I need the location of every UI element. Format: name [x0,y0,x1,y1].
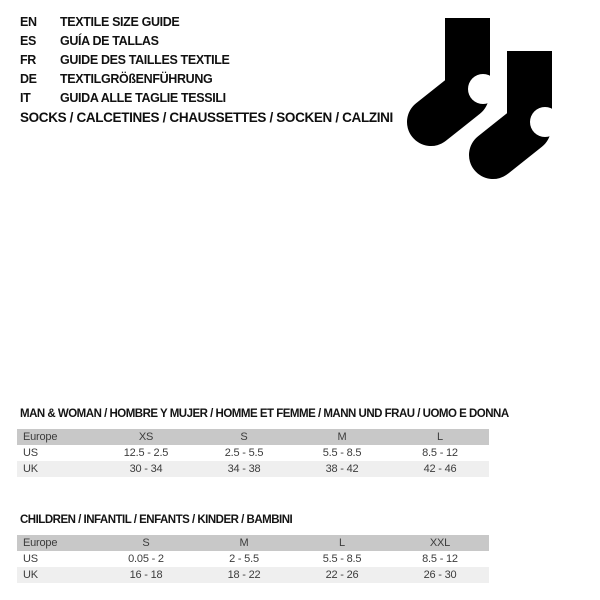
column-header: XXL [429,537,451,549]
column-header: M [239,537,249,549]
size-table-man-woman [17,408,509,477]
table-cell: UK [23,463,38,475]
size-table-children [17,514,483,583]
table-cell: 0.05 - 2 [128,553,164,565]
size-table [17,429,489,477]
language-row-en [20,13,230,32]
table-title: MAN & WOMAN / HOMBRE Y MUJER / HOMME ET FEMME / MANN UND FRAU / UOMO E DONNA [20,408,509,420]
language-code: EN [20,15,37,29]
language-label: GUÍA DE TALLAS [60,34,159,48]
sock-front-shape [493,51,560,155]
language-code: ES [20,34,36,48]
language-label: TEXTILE SIZE GUIDE [60,15,180,29]
table-cell: 5.5 - 8.5 [322,447,362,459]
size-table [17,535,489,583]
table-cell: 2 - 5.5 [229,553,259,565]
table-cell: 22 - 26 [325,569,359,581]
column-header: S [142,537,150,549]
table-header-row [17,429,489,445]
column-header: Europe [23,431,58,443]
table-cell: US [23,447,38,459]
table-cell: 38 - 42 [325,463,359,475]
table-cell: 8.5 - 12 [422,553,458,565]
table-cell: 16 - 18 [129,569,163,581]
sock-back-shape [431,18,498,122]
language-row-es [20,32,230,51]
column-header: L [339,537,345,549]
table-cell: 26 - 30 [423,569,457,581]
language-row-it [20,89,230,108]
table-cell: 30 - 34 [129,463,163,475]
table-cell: 42 - 46 [423,463,457,475]
table-cell: 12.5 - 2.5 [123,447,169,459]
table-cell: US [23,553,38,565]
table-cell: 34 - 38 [227,463,261,475]
table-header-row [17,535,489,551]
language-row-fr [20,51,230,70]
language-row-de [20,70,230,89]
category-title: SOCKS / CALCETINES / CHAUSSETTES / SOCKEN / CALZINI [20,110,393,125]
table-row-us [17,551,489,567]
language-code: DE [20,72,37,86]
socks-icon [400,10,570,185]
table-row-uk [17,461,489,477]
language-label: TEXTILGRÖßENFÜHRUNG [60,72,213,86]
column-header: XS [138,431,154,443]
table-cell: 5.5 - 8.5 [322,553,362,565]
table-cell: 2.5 - 5.5 [224,447,264,459]
language-code: FR [20,53,36,67]
table-cell: UK [23,569,38,581]
table-row-uk [17,567,489,583]
language-label: GUIDE DES TAILLES TEXTILE [60,53,230,67]
column-header: S [240,431,248,443]
table-title: CHILDREN / INFANTIL / ENFANTS / KINDER / BAMBINI [20,514,293,526]
column-header: L [437,431,443,443]
language-list [20,13,230,108]
language-label: GUIDA ALLE TAGLIE TESSILI [60,91,226,105]
language-code: IT [20,91,31,105]
column-header: M [337,431,347,443]
table-row-us [17,445,489,461]
table-cell: 18 - 22 [227,569,261,581]
column-header: Europe [23,537,58,549]
table-cell: 8.5 - 12 [422,447,458,459]
